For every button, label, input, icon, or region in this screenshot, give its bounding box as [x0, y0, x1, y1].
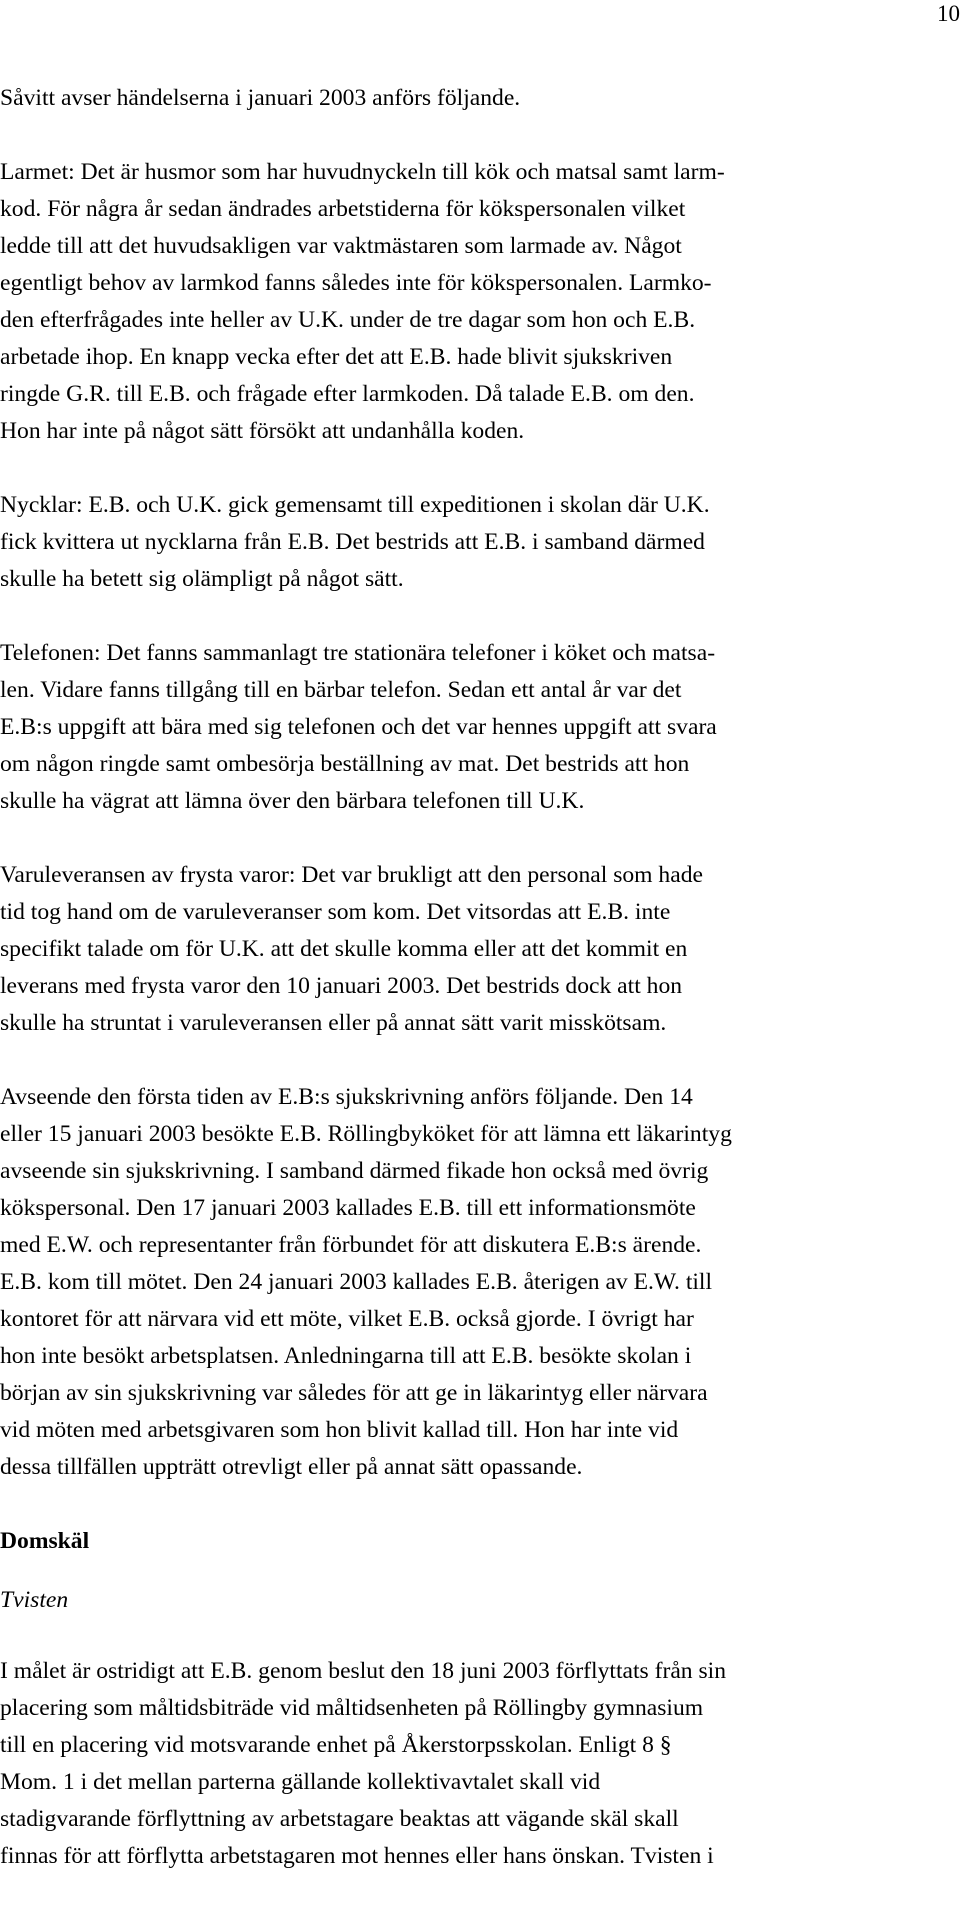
document-body: [0, 80, 960, 1912]
text-line: ledde till att det huvudsakligen var vaktmästaren som larmade av. Något: [0, 233, 682, 259]
text-line: till en placering vid motsvarande enhet på Åkerstorpsskolan. Enligt 8 §: [0, 1732, 672, 1758]
paragraph-nycklar: [0, 487, 960, 598]
text-line: skulle ha struntat i varuleveransen eller på annat sätt varit misskötsam.: [0, 1010, 667, 1036]
paragraph-sjukskrivning: [0, 1079, 960, 1486]
paragraph-larmet: [0, 154, 960, 450]
text-line: dessa tillfällen uppträtt otrevligt eller på annat sätt opassande.: [0, 1454, 583, 1480]
text-line: fick kvittera ut nycklarna från E.B. Det bestrids att E.B. i samband därmed: [0, 529, 705, 555]
text-line: skulle ha vägrat att lämna över den bärbara telefonen till U.K.: [0, 788, 585, 814]
text-line: placering som måltidsbiträde vid måltidsenheten på Röllingby gymnasium: [0, 1695, 704, 1721]
text-line: specifikt talade om för U.K. att det skulle komma eller att det kommit en: [0, 936, 688, 962]
paragraph-varuleveransen: [0, 857, 960, 1042]
text-line: I målet är ostridigt att E.B. genom beslut den 18 juni 2003 förflyttats från sin: [0, 1658, 727, 1684]
text-line: Larmet: Det är husmor som har huvudnyckeln till kök och matsal samt larm-: [0, 159, 725, 185]
text-line: arbetade ihop. En knapp vecka efter det att E.B. hade blivit sjukskriven: [0, 344, 673, 370]
page-number: 10: [937, 1, 960, 26]
text-line: leverans med frysta varor den 10 januari 2003. Det bestrids dock att hon: [0, 973, 683, 999]
text-line: E.B:s uppgift att bära med sig telefonen och det var hennes uppgift att svara: [0, 714, 717, 740]
text-line: den efterfrågades inte heller av U.K. under de tre dagar som hon och E.B.: [0, 307, 696, 333]
text-line: kökspersonal. Den 17 januari 2003 kallades E.B. till ett informationsmöte: [0, 1195, 696, 1221]
text-line: Mom. 1 i det mellan parterna gällande kollektivavtalet skall vid: [0, 1769, 601, 1795]
paragraph-tvisten: [0, 1653, 960, 1875]
subsection-heading-tvisten: Tvisten: [0, 1587, 69, 1613]
text-line: Avseende den första tiden av E.B:s sjukskrivning anförs följande. Den 14: [0, 1084, 693, 1110]
text-line: ringde G.R. till E.B. och frågade efter larmkoden. Då talade E.B. om den.: [0, 381, 695, 407]
text-line: len. Vidare fanns tillgång till en bärbar telefon. Sedan ett antal år var det: [0, 677, 682, 703]
text-line: tid tog hand om de varuleveranser som kom. Det vitsordas att E.B. inte: [0, 899, 671, 925]
text-line: skulle ha betett sig olämpligt på något sätt.: [0, 566, 404, 592]
text-line: kontoret för att närvara vid ett möte, vilket E.B. också gjorde. I övrigt har: [0, 1306, 694, 1332]
text-line: avseende sin sjukskrivning. I samband därmed fikade hon också med övrig: [0, 1158, 709, 1184]
text-line: början av sin sjukskrivning var således för att ge in läkarintyg eller närvara: [0, 1380, 708, 1406]
text-line: E.B. kom till mötet. Den 24 januari 2003 kallades E.B. återigen av E.W. till: [0, 1269, 713, 1295]
text-line: finnas för att förflytta arbetstagaren mot hennes eller hans önskan. Tvisten i: [0, 1843, 714, 1869]
text-line: Varuleveransen av frysta varor: Det var brukligt att den personal som hade: [0, 862, 703, 888]
text-line: om någon ringde samt ombesörja beställning av mat. Det bestrids att hon: [0, 751, 690, 777]
text-line: Telefonen: Det fanns sammanlagt tre stationära telefoner i köket och matsa-: [0, 640, 716, 666]
text-line: stadigvarande förflyttning av arbetstagare beaktas att vägande skäl skall: [0, 1806, 679, 1832]
paragraph-intro: [0, 80, 960, 117]
text-line: vid möten med arbetsgivaren som hon blivit kallad till. Hon har inte vid: [0, 1417, 679, 1443]
text-line: med E.W. och representanter från förbundet för att diskutera E.B:s ärende.: [0, 1232, 702, 1258]
text-line: Nycklar: E.B. och U.K. gick gemensamt till expeditionen i skolan där U.K.: [0, 492, 710, 518]
section-heading-domskal: Domskäl: [0, 1528, 90, 1554]
text-line: hon inte besökt arbetsplatsen. Anledningarna till att E.B. besökte skolan i: [0, 1343, 692, 1369]
text-line: Hon har inte på något sätt försökt att undanhålla koden.: [0, 418, 525, 444]
text-line: kod. För några år sedan ändrades arbetstiderna för kökspersonalen vilket: [0, 196, 686, 222]
text-line: eller 15 januari 2003 besökte E.B. Röllingbyköket för att lämna ett läkarintyg: [0, 1121, 732, 1147]
text-line: Såvitt avser händelserna i januari 2003 anförs följande.: [0, 85, 521, 111]
text-line: egentligt behov av larmkod fanns således inte för kökspersonalen. Larmko-: [0, 270, 712, 296]
paragraph-telefonen: [0, 635, 960, 820]
